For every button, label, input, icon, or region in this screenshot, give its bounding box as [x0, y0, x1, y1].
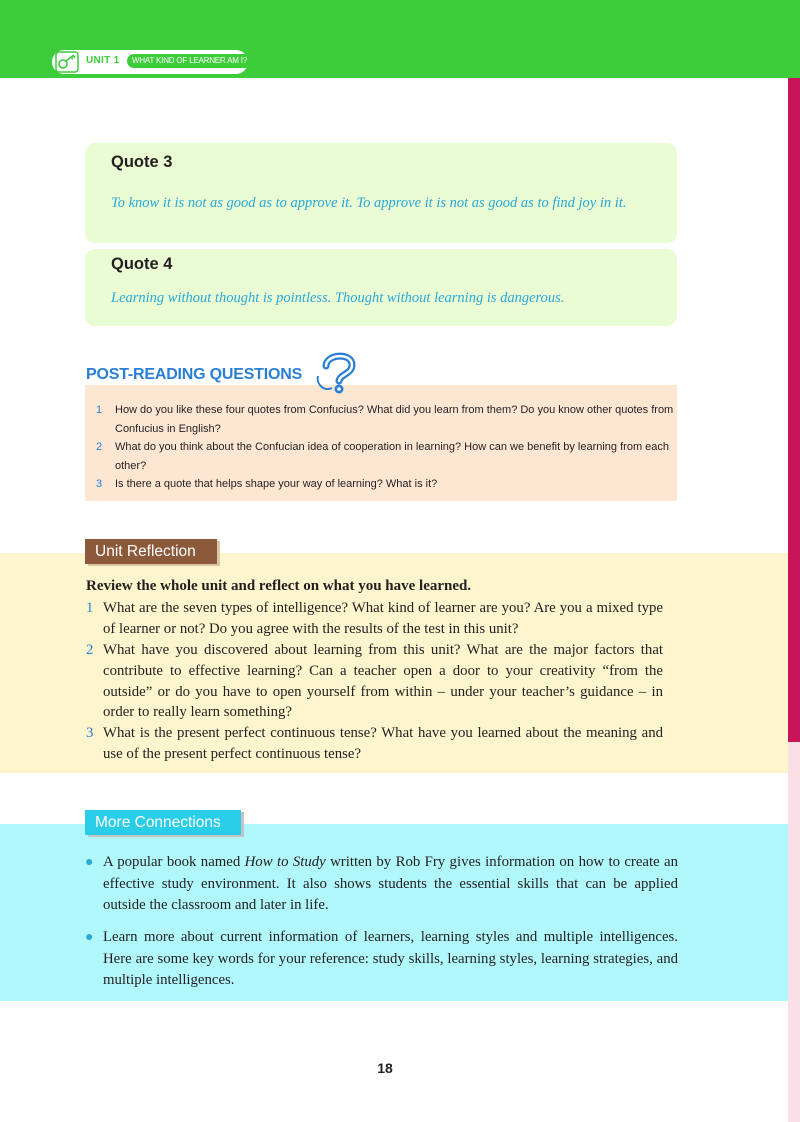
- list-item: [96, 401, 675, 438]
- quote-title: Quote 3: [111, 153, 173, 171]
- quote-card: [85, 143, 677, 243]
- question-text: How do you like these four quotes from Confucius? What did you learn from them? Do you know other quotes from Confucius in English?: [115, 404, 674, 435]
- book-title: How to Study: [244, 854, 326, 870]
- bullet-icon: ●: [85, 855, 94, 870]
- question-mark-icon: [312, 348, 362, 396]
- item-number: 2: [96, 441, 103, 453]
- question-text: What do you think about the Confucian idea of cooperation in learning? How can we benefit by learning from each other?: [115, 441, 670, 472]
- unit-reflection-tag: Unit Reflection: [85, 539, 217, 564]
- connection-text: Learn more about current information of learners, learning styles and multiple intelligences. Here are some key words for your reference: study skills, learning styles, learning strategies, and multiple intelligences.: [103, 929, 678, 988]
- quote-text: To know it is not as good as to approve it. To approve it is not as good as to find joy in it.: [111, 195, 627, 211]
- key-icon: [55, 51, 79, 73]
- item-number: 1: [96, 404, 103, 416]
- quote-card: [85, 249, 677, 326]
- quote-title: Quote 4: [111, 255, 173, 273]
- connection-text: written by Rob Fry gives information on how to create an effective study environment. It also shows students the essential skills that can be applied outside the classroom and later in life.: [103, 854, 678, 913]
- question-text: Is there a quote that helps shape your way of learning? What is it?: [115, 478, 438, 490]
- unit-label: UNIT 1: [86, 55, 120, 66]
- reflection-lead: Review the whole unit and reflect on what you have learned.: [86, 578, 472, 594]
- quote-text: Learning without thought is pointless. Thought without learning is dangerous.: [111, 290, 565, 306]
- item-number: 2: [86, 642, 94, 658]
- list-item: [85, 927, 678, 992]
- more-connections-tag: More Connections: [85, 810, 241, 835]
- reflection-text: What is the present perfect continuous tense? What have you learned about the meaning and use of the present perfect continuous tense?: [103, 725, 663, 762]
- list-item: [85, 852, 678, 917]
- list-item: [86, 598, 663, 640]
- bullet-icon: ●: [85, 930, 94, 945]
- item-number: 3: [96, 478, 103, 490]
- list-item: [96, 475, 675, 494]
- item-number: 3: [86, 725, 94, 741]
- connection-text: A popular book named: [103, 854, 245, 870]
- list-item: [86, 723, 663, 765]
- post-reading-box: [85, 385, 677, 501]
- page-edge-strip: [788, 78, 800, 742]
- list-item: [96, 438, 675, 475]
- reflection-text: What have you discovered about learning from this unit? What are the major factors that contribute to effective learning? Can a teacher open a door to your creativity “from the outside” or do you have to open yourself from within – under your teacher’s guidance – in order to really learn something?: [103, 642, 663, 721]
- reflection-text: What are the seven types of intelligence? What kind of learner are you? Are you a mixed type of learner or not? Do you agree with the results of the test in this unit?: [103, 600, 663, 637]
- page-edge-strip-light: [788, 742, 800, 1122]
- item-number: 1: [86, 600, 94, 616]
- unit-title: WHAT KIND OF LEARNER AM I?: [127, 54, 252, 68]
- section-heading: POST-READING QUESTIONS: [86, 366, 303, 383]
- page-number: 18: [377, 1060, 393, 1076]
- list-item: [86, 640, 663, 723]
